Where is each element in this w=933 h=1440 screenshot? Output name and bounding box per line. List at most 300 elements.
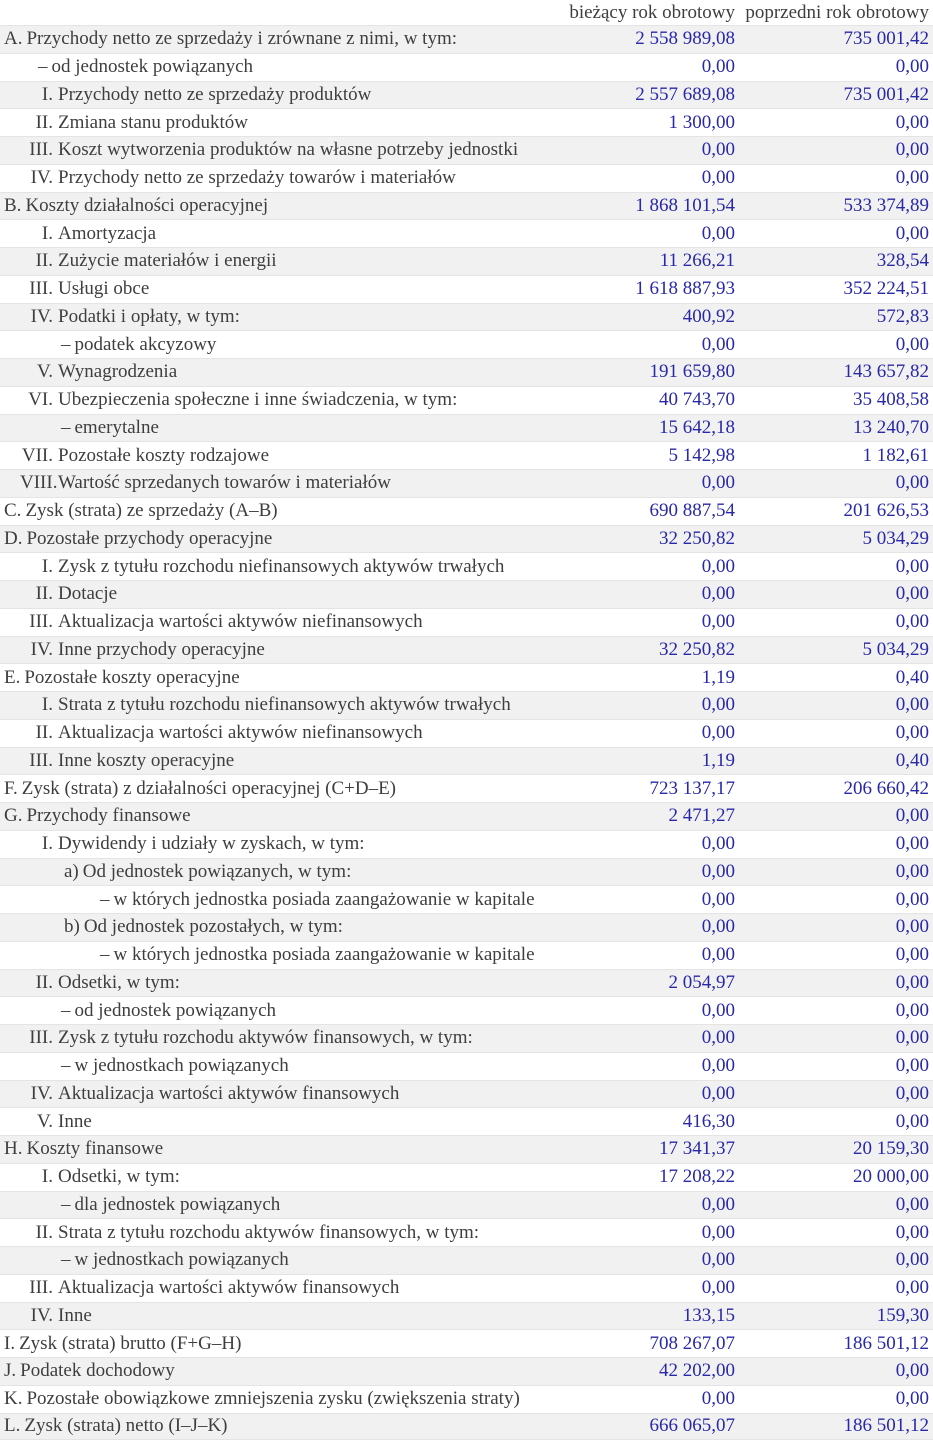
table-row: [0, 1107, 933, 1135]
col-header-current-year: bieżący rok obrotowy: [569, 1, 735, 23]
row-value-current-year: 0,00: [701, 1388, 735, 1410]
row-label: [0, 28, 560, 50]
row-label: [0, 1055, 560, 1077]
row-label-text: Inne: [58, 1110, 92, 1132]
row-value-current-year: 723 137,17: [649, 777, 735, 799]
row-value-previous-year: 20 159,30: [853, 1138, 929, 1160]
row-value-previous-year: 201 626,53: [843, 500, 929, 522]
row-label-text: Aktualizacja wartości aktywów finansowych: [58, 1277, 400, 1299]
row-value-previous-year: 0,00: [895, 833, 929, 855]
row-value-current-year: 0,00: [701, 833, 735, 855]
row-prefix: –: [100, 888, 110, 910]
row-label-text: Zysk z tytułu rozchodu aktywów finansowych, w tym:: [58, 1027, 473, 1049]
row-value-current-year: 5 142,98: [668, 444, 735, 466]
row-prefix: –: [61, 1249, 71, 1271]
row-prefix: F.: [4, 777, 18, 799]
table-row: [0, 1080, 933, 1108]
row-prefix: II.: [35, 722, 53, 744]
row-label: [0, 1277, 560, 1299]
row-value-previous-year: 35 408,58: [853, 389, 929, 411]
row-label: [0, 667, 560, 689]
row-label-text: Ubezpieczenia społeczne i inne świadczenia, w tym:: [58, 389, 458, 411]
row-label-text: w jednostkach powiązanych: [74, 1055, 289, 1077]
table-row: [0, 164, 933, 192]
row-prefix: I.: [41, 83, 53, 105]
table-row: [0, 552, 933, 580]
row-value-previous-year: 0,00: [895, 555, 929, 577]
table-row: [0, 1302, 933, 1330]
row-label-text: Zysk (strata) ze sprzedaży (A–B): [25, 500, 278, 522]
row-value-previous-year: 0,00: [895, 805, 929, 827]
row-prefix: V.: [36, 361, 53, 383]
row-label: [0, 389, 560, 411]
row-value-current-year: 133,15: [682, 1304, 735, 1326]
row-value-previous-year: 0,00: [895, 1082, 929, 1104]
row-label-text: dla jednostek powiązanych: [74, 1193, 281, 1215]
row-label-text: w których jednostka posiada zaangażowanie w kapitale: [113, 888, 535, 910]
row-value-previous-year: 13 240,70: [853, 416, 929, 438]
row-value-current-year: 2 557 689,08: [635, 83, 735, 105]
row-label: [0, 139, 560, 161]
row-value-current-year: 0,00: [701, 722, 735, 744]
row-value-previous-year: 0,00: [895, 888, 929, 910]
row-prefix: VIII.: [20, 472, 58, 494]
row-label-text: podatek akcyzowy: [74, 333, 217, 355]
row-prefix: IV.: [30, 1304, 53, 1326]
row-value-current-year: 0,00: [701, 583, 735, 605]
row-value-current-year: 0,00: [701, 222, 735, 244]
table-row: [0, 1329, 933, 1357]
row-value-previous-year: 572,83: [876, 305, 929, 327]
table-row: [0, 747, 933, 775]
row-value-current-year: 1 300,00: [668, 111, 735, 133]
row-value-previous-year: 0,00: [895, 1221, 929, 1243]
row-label-text: Podatek dochodowy: [20, 1360, 175, 1382]
row-label-text: Przychody netto ze sprzedaży towarów i materiałów: [58, 167, 456, 189]
row-value-previous-year: 0,00: [895, 333, 929, 355]
row-label-text: Odsetki, w tym:: [58, 971, 180, 993]
row-label-text: Zysk z tytułu rozchodu niefinansowych aktywów trwałych: [58, 555, 505, 577]
row-value-current-year: 1 868 101,54: [635, 194, 735, 216]
row-value-current-year: 0,00: [701, 694, 735, 716]
row-prefix: –: [61, 333, 71, 355]
row-prefix: H.: [4, 1138, 23, 1160]
row-value-previous-year: 186 501,12: [843, 1415, 929, 1437]
row-prefix: J.: [4, 1360, 17, 1382]
row-label: [0, 583, 560, 605]
row-label-text: Strata z tytułu rozchodu niefinansowych aktywów trwałych: [58, 694, 511, 716]
row-label-text: Zysk (strata) netto (I–J–K): [24, 1415, 228, 1437]
row-value-previous-year: 20 000,00: [853, 1166, 929, 1188]
row-label: [0, 889, 560, 911]
table-row: [0, 1274, 933, 1302]
row-label: [0, 1222, 560, 1244]
row-value-previous-year: 0,00: [895, 1027, 929, 1049]
row-label: [0, 916, 560, 938]
row-value-current-year: 2 558 989,08: [635, 28, 735, 50]
row-label-text: Pozostałe obowiązkowe zmniejszenia zysku (zwiększenia straty): [26, 1388, 520, 1410]
row-value-current-year: 0,00: [701, 611, 735, 633]
row-value-previous-year: 5 034,29: [862, 527, 929, 549]
row-value-current-year: 42 202,00: [659, 1360, 735, 1382]
row-prefix: B.: [4, 194, 22, 216]
table-row: [0, 774, 933, 802]
table-row: [0, 1357, 933, 1385]
row-value-current-year: 0,00: [701, 1082, 735, 1104]
table-header-row: [0, 0, 933, 25]
row-prefix: I.: [41, 555, 53, 577]
table-row: [0, 330, 933, 358]
row-value-previous-year: 735 001,42: [843, 83, 929, 105]
row-label-text: Podatki i opłaty, w tym:: [58, 305, 240, 327]
row-label: [0, 1360, 560, 1382]
row-value-current-year: 0,00: [701, 1055, 735, 1077]
row-label-text: w jednostkach powiązanych: [74, 1249, 289, 1271]
row-value-current-year: 0,00: [701, 999, 735, 1021]
table-row: [0, 830, 933, 858]
row-label: [0, 1111, 560, 1133]
row-label: [0, 611, 560, 633]
row-value-current-year: 0,00: [701, 944, 735, 966]
row-label-text: Dywidendy i udziały w zyskach, w tym:: [58, 833, 365, 855]
row-label: [0, 1333, 560, 1355]
row-label-text: Dotacje: [58, 583, 118, 605]
row-label: [0, 195, 560, 217]
row-label: [0, 250, 560, 272]
row-value-previous-year: 0,00: [895, 611, 929, 633]
row-value-current-year: 17 208,22: [659, 1166, 735, 1188]
row-prefix: II.: [35, 250, 53, 272]
row-value-current-year: 15 642,18: [659, 416, 735, 438]
row-value-current-year: 690 887,54: [649, 500, 735, 522]
row-prefix: VI.: [28, 389, 53, 411]
row-value-current-year: 0,00: [701, 1277, 735, 1299]
row-label-text: Pozostałe koszty rodzajowe: [58, 444, 270, 466]
row-label: [0, 278, 560, 300]
row-label: [0, 417, 560, 439]
row-prefix: III.: [29, 278, 53, 300]
row-prefix: D.: [4, 527, 23, 549]
row-label: [0, 167, 560, 189]
table-row: [0, 81, 933, 109]
row-value-current-year: 0,00: [701, 1193, 735, 1215]
row-label: [0, 445, 560, 467]
row-prefix: I.: [41, 222, 53, 244]
row-label: [0, 223, 560, 245]
row-prefix: I.: [41, 694, 53, 716]
row-label: [0, 1027, 560, 1049]
table-row: [0, 1024, 933, 1052]
table-row: [0, 303, 933, 331]
row-prefix: II.: [35, 971, 53, 993]
row-label: [0, 972, 560, 994]
row-value-previous-year: 0,00: [895, 139, 929, 161]
row-label-text: Usługi obce: [58, 278, 150, 300]
table-row: [0, 858, 933, 886]
table-row: [0, 1385, 933, 1413]
row-value-previous-year: 0,00: [895, 56, 929, 78]
table-row: [0, 1135, 933, 1163]
row-label: [0, 1249, 560, 1271]
row-prefix: III.: [29, 139, 53, 161]
table-row: [0, 525, 933, 553]
row-label-text: Inne koszty operacyjne: [58, 749, 235, 771]
row-prefix: –: [61, 1055, 71, 1077]
row-label-text: Amortyzacja: [58, 222, 157, 244]
row-value-previous-year: 0,00: [895, 916, 929, 938]
row-prefix: IV.: [30, 167, 53, 189]
row-label-text: Aktualizacja wartości aktywów niefinansowych: [58, 611, 423, 633]
row-label-text: Przychody netto ze sprzedaży i zrównane z nimi, w tym:: [26, 28, 458, 50]
row-label: [0, 833, 560, 855]
row-label-text: od jednostek powiązanych: [74, 999, 277, 1021]
row-label: [0, 750, 560, 772]
table-row: [0, 469, 933, 497]
table-row: [0, 1246, 933, 1274]
row-value-current-year: 666 065,07: [649, 1415, 735, 1437]
row-value-previous-year: 533 374,89: [843, 194, 929, 216]
row-label-text: Od jednostek pozostałych, w tym:: [83, 916, 343, 938]
row-value-current-year: 400,92: [682, 305, 735, 327]
row-label: [0, 472, 560, 494]
row-value-current-year: 2 054,97: [668, 971, 735, 993]
row-label: [0, 361, 560, 383]
table-row: [0, 1052, 933, 1080]
table-row: [0, 941, 933, 969]
row-value-previous-year: 0,00: [895, 583, 929, 605]
row-prefix: VII.: [21, 444, 53, 466]
row-value-previous-year: 328,54: [876, 250, 929, 272]
row-label-text: od jednostek powiązanych: [51, 56, 254, 78]
row-prefix: I.: [4, 1332, 16, 1354]
table-row: [0, 580, 933, 608]
table-row: [0, 358, 933, 386]
row-value-previous-year: 0,00: [895, 860, 929, 882]
row-value-previous-year: 0,00: [895, 1055, 929, 1077]
table-row: [0, 53, 933, 81]
table-row: [0, 802, 933, 830]
row-label-text: Zysk (strata) z działalności operacyjnej (C+D–E): [21, 777, 397, 799]
row-prefix: C.: [4, 500, 22, 522]
row-label-text: Wynagrodzenia: [58, 361, 178, 383]
row-value-previous-year: 0,00: [895, 472, 929, 494]
table-row: [0, 219, 933, 247]
row-value-previous-year: 0,00: [895, 722, 929, 744]
row-value-current-year: 0,00: [701, 472, 735, 494]
row-label-text: Inne: [58, 1304, 92, 1326]
table-row: [0, 1191, 933, 1219]
row-value-current-year: 0,00: [701, 333, 735, 355]
row-prefix: IV.: [30, 1082, 53, 1104]
table-row: [0, 996, 933, 1024]
row-label-text: Inne przychody operacyjne: [58, 638, 265, 660]
row-value-current-year: 0,00: [701, 916, 735, 938]
table-row: [0, 691, 933, 719]
row-label: [0, 1415, 560, 1437]
row-value-previous-year: 5 034,29: [862, 638, 929, 660]
table-row: [0, 608, 933, 636]
row-prefix: –: [61, 999, 71, 1021]
row-label: [0, 805, 560, 827]
row-value-current-year: 1,19: [701, 666, 735, 688]
row-label: [0, 1083, 560, 1105]
row-prefix: a): [64, 860, 79, 882]
row-value-current-year: 416,30: [682, 1110, 735, 1132]
row-value-current-year: 2 471,27: [668, 805, 735, 827]
row-label: [0, 1305, 560, 1327]
row-value-previous-year: 186 501,12: [843, 1332, 929, 1354]
row-value-previous-year: 1 182,61: [862, 444, 929, 466]
row-value-current-year: 0,00: [701, 860, 735, 882]
row-prefix: –: [100, 944, 110, 966]
row-prefix: III.: [29, 1027, 53, 1049]
table-row: [0, 275, 933, 303]
row-label-text: Pozostałe przychody operacyjne: [26, 527, 273, 549]
row-label-text: Przychody finansowe: [26, 805, 191, 827]
row-value-current-year: 32 250,82: [659, 638, 735, 660]
table-row: [0, 136, 933, 164]
row-label-text: Wartość sprzedanych towarów i materiałów: [58, 472, 391, 494]
row-value-current-year: 708 267,07: [649, 1332, 735, 1354]
table-row: [0, 386, 933, 414]
row-value-current-year: 0,00: [701, 1249, 735, 1271]
row-label: [0, 722, 560, 744]
row-label: [0, 500, 560, 522]
row-value-current-year: 0,00: [701, 56, 735, 78]
row-value-previous-year: 0,00: [895, 222, 929, 244]
row-value-current-year: 0,00: [701, 139, 735, 161]
row-label: [0, 1194, 560, 1216]
row-prefix: A.: [4, 28, 23, 50]
row-label-text: Od jednostek powiązanych, w tym:: [82, 860, 352, 882]
row-prefix: II.: [35, 111, 53, 133]
row-value-current-year: 191 659,80: [649, 361, 735, 383]
row-label-text: Strata z tytułu rozchodu aktywów finansowych, w tym:: [58, 1221, 480, 1243]
row-value-current-year: 0,00: [701, 167, 735, 189]
row-label: [0, 694, 560, 716]
row-value-current-year: 0,00: [701, 555, 735, 577]
row-label: [0, 334, 560, 356]
row-prefix: E.: [4, 666, 21, 688]
row-prefix: II.: [35, 1221, 53, 1243]
row-label: [0, 556, 560, 578]
row-label: [0, 861, 560, 883]
row-value-previous-year: 0,00: [895, 1388, 929, 1410]
row-prefix: –: [61, 416, 71, 438]
table-row: [0, 192, 933, 220]
row-prefix: II.: [35, 583, 53, 605]
row-value-previous-year: 0,00: [895, 111, 929, 133]
row-label: [0, 84, 560, 106]
row-label-text: Zużycie materiałów i energii: [58, 250, 277, 272]
row-value-previous-year: 0,40: [895, 749, 929, 771]
row-label: [0, 1138, 560, 1160]
row-prefix: b): [64, 916, 80, 938]
row-label-text: Aktualizacja wartości aktywów niefinansowych: [58, 722, 423, 744]
row-value-previous-year: 352 224,51: [843, 278, 929, 300]
row-value-current-year: 1,19: [701, 749, 735, 771]
row-value-previous-year: 0,00: [895, 1360, 929, 1382]
table-row: [0, 913, 933, 941]
row-label-text: Przychody netto ze sprzedaży produktów: [58, 83, 372, 105]
row-label-text: Koszty działalności operacyjnej: [25, 194, 269, 216]
row-prefix: –: [38, 56, 48, 78]
row-value-current-year: 0,00: [701, 1221, 735, 1243]
table-row: [0, 636, 933, 664]
row-label: [0, 1388, 560, 1410]
row-value-previous-year: 0,00: [895, 167, 929, 189]
table-row: [0, 25, 933, 53]
row-prefix: III.: [29, 611, 53, 633]
row-label: [0, 1000, 560, 1022]
row-value-current-year: 0,00: [701, 1027, 735, 1049]
row-value-current-year: 11 266,21: [659, 250, 735, 272]
row-label-text: Koszt wytworzenia produktów na własne potrzeby jednostki: [58, 139, 519, 161]
row-prefix: IV.: [30, 305, 53, 327]
table-row: [0, 414, 933, 442]
col-header-previous-year: poprzedni rok obrotowy: [745, 1, 929, 23]
row-value-current-year: 40 743,70: [659, 389, 735, 411]
row-label-text: w których jednostka posiada zaangażowanie w kapitale: [113, 944, 535, 966]
table-row: [0, 969, 933, 997]
row-label-text: Zysk (strata) brutto (F+G–H): [19, 1332, 242, 1354]
row-value-previous-year: 0,00: [895, 971, 929, 993]
row-value-current-year: 17 341,37: [659, 1138, 735, 1160]
row-value-current-year: 1 618 887,93: [635, 278, 735, 300]
row-value-current-year: 32 250,82: [659, 527, 735, 549]
row-label: [0, 528, 560, 550]
row-prefix: III.: [29, 1277, 53, 1299]
table-row: [0, 1163, 933, 1191]
row-prefix: I.: [41, 1166, 53, 1188]
row-prefix: V.: [36, 1110, 53, 1132]
row-prefix: –: [61, 1193, 71, 1215]
row-label: [0, 112, 560, 134]
row-value-previous-year: 0,00: [895, 1193, 929, 1215]
table-row: [0, 1218, 933, 1246]
row-label-text: Odsetki, w tym:: [58, 1166, 180, 1188]
table-row: [0, 885, 933, 913]
row-label-text: Pozostałe koszty operacyjne: [24, 666, 240, 688]
row-label: [0, 1166, 560, 1188]
table-row: [0, 441, 933, 469]
row-prefix: III.: [29, 749, 53, 771]
row-label-text: emerytalne: [74, 416, 159, 438]
row-value-previous-year: 0,00: [895, 944, 929, 966]
table-row: [0, 497, 933, 525]
row-value-previous-year: 0,00: [895, 1110, 929, 1132]
table-row: [0, 108, 933, 136]
row-prefix: G.: [4, 805, 23, 827]
row-prefix: IV.: [30, 638, 53, 660]
row-value-previous-year: 0,00: [895, 999, 929, 1021]
row-label: [0, 639, 560, 661]
row-label: [0, 778, 560, 800]
row-prefix: L.: [4, 1415, 21, 1437]
row-value-previous-year: 0,00: [895, 1249, 929, 1271]
row-value-previous-year: 206 660,42: [843, 777, 929, 799]
row-value-previous-year: 0,00: [895, 694, 929, 716]
row-value-previous-year: 0,40: [895, 666, 929, 688]
table-row: [0, 719, 933, 747]
row-value-previous-year: 143 657,82: [843, 361, 929, 383]
table-body: [0, 25, 933, 1440]
row-prefix: K.: [4, 1388, 23, 1410]
row-prefix: I.: [41, 833, 53, 855]
row-value-previous-year: 159,30: [876, 1304, 929, 1326]
table-row: [0, 247, 933, 275]
row-label-text: Zmiana stanu produktów: [58, 111, 248, 133]
